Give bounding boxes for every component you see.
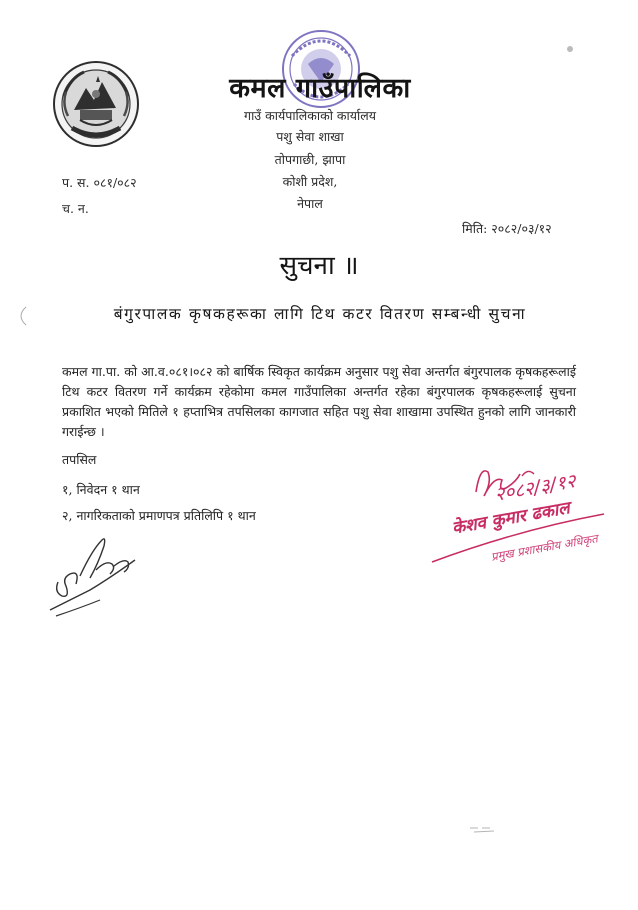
attachment-item: १, निवेदन १ थान <box>62 482 140 497</box>
signature-date: २०८२/३/१२ <box>492 470 578 506</box>
notice-subject: बंगुरपालक कृषकहरूका लागि टिथ कटर वितरण सम्बन्धी सुचना <box>113 305 527 323</box>
notice-body: कमल गा.पा. को आ.व.०८१।०८२ को बार्षिक स्विकृत कार्यक्रम अनुसार पशु सेवा अन्तर्गत बंगुरपालक कृषकहरूलाई टिथ कटर वितरण गर्ने कार्यक्रम रहेकोमा कमल गाउँपालिका अन्तर्गत रहेका बंगुरपालक कृषकहरूलाई सुचना प्रकाशित भएको मितिले १ हप्ताभित्र तपसिलका कागजात सहित पशु सेवा शाखामा उपस्थित हुनको लागि जानकारी गराईन्छ । <box>62 364 576 439</box>
punch-hole-icon <box>14 305 30 327</box>
signatory-title: प्रमुख प्रशासकीय अधिकृत <box>490 531 599 564</box>
section-name: पशु सेवा शाखा <box>276 129 344 144</box>
nepal-emblem-icon <box>50 58 142 150</box>
address-line: तोपगाछी, झापा <box>274 152 346 167</box>
dispatch-number: च. न. <box>62 201 89 216</box>
office-name: कमल गाउँपालिका <box>229 73 411 104</box>
document-date: मिति: २०८२/०३/१२ <box>462 221 552 236</box>
signatory-name: केशव कुमार ढकाल <box>450 498 572 539</box>
office-subtitle: गाउँ कार्यपालिकाको कार्यालय <box>244 108 376 123</box>
handwritten-signature-icon <box>40 520 150 630</box>
reference-number: प. स. ०८१/०८२ <box>62 175 137 190</box>
attachment-item: २, नागरिकताको प्रमाणपत्र प्रतिलिपि १ थान <box>62 508 256 523</box>
stray-mark-icon <box>468 822 498 836</box>
notice-title: सुचना ॥ <box>279 251 359 281</box>
stain-mark-icon <box>566 45 574 53</box>
country-line: नेपाल <box>297 196 323 211</box>
attachments-heading: तपसिल <box>62 452 97 467</box>
province-line: कोशी प्रदेश, <box>282 174 338 189</box>
